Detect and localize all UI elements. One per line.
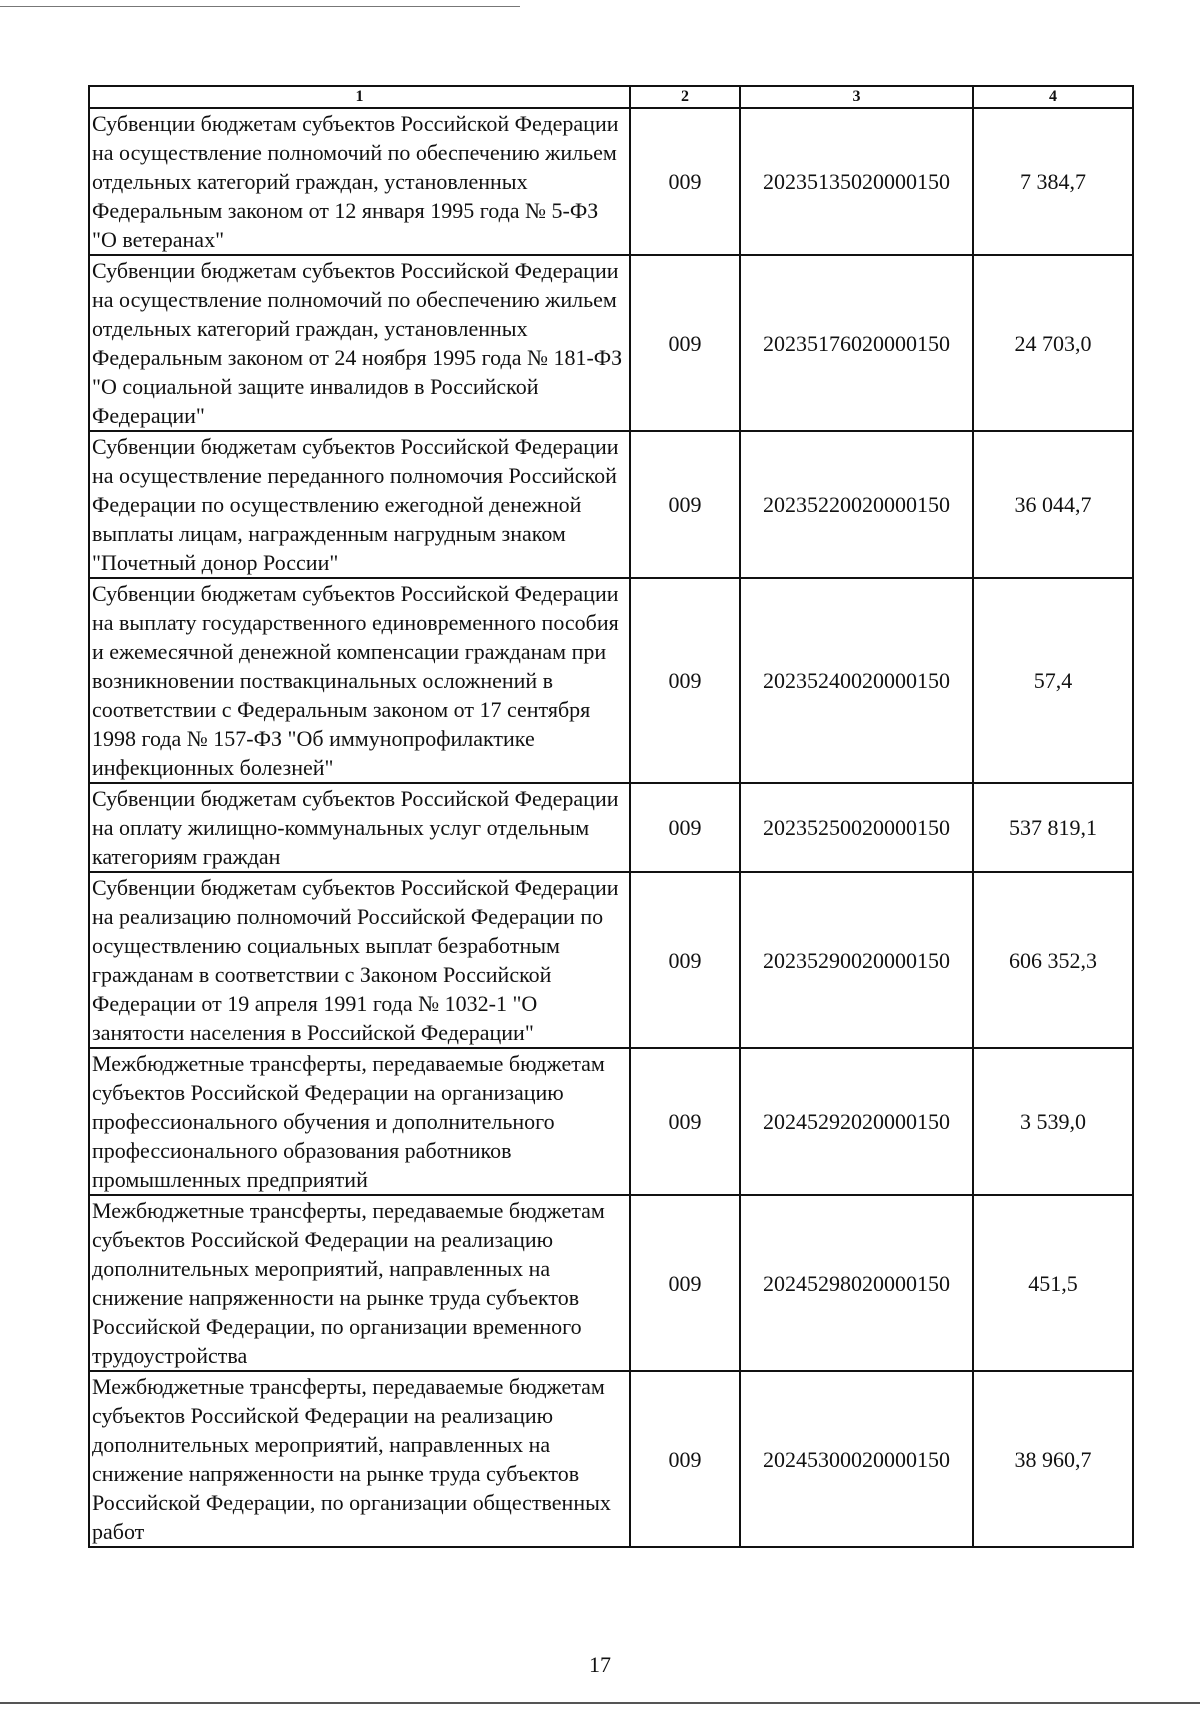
- column-header-2: 2: [630, 86, 740, 108]
- table-row: [89, 1195, 1133, 1371]
- row-amount: 57,4: [973, 578, 1133, 783]
- row-description: Межбюджетные трансферты, передаваемые бюджетам субъектов Российской Федерации на реализацию дополнительных мероприятий, направленных на снижение напряженности на рынке труда субъектов Российской Федерации, по организации временного трудоустройства: [89, 1195, 630, 1371]
- row-description: Субвенции бюджетам субъектов Российской Федерации на осуществление полномочий по обеспечению жильем отдельных категорий граждан, установленных Федеральным законом от 12 января 1995 года № 5-ФЗ "О ветеранах": [89, 108, 630, 255]
- row-kbk: 20235290020000150: [740, 872, 973, 1048]
- row-code: 009: [630, 255, 740, 431]
- row-amount: 537 819,1: [973, 783, 1133, 872]
- row-amount: 38 960,7: [973, 1371, 1133, 1547]
- column-header-1: 1: [89, 86, 630, 108]
- table-header-row: [89, 86, 1133, 108]
- table-row: [89, 431, 1133, 578]
- row-code: 009: [630, 1195, 740, 1371]
- scan-artifact-top-line: [0, 6, 520, 7]
- row-kbk: 20235220020000150: [740, 431, 973, 578]
- row-amount: 606 352,3: [973, 872, 1133, 1048]
- table-row: [89, 783, 1133, 872]
- row-description: Субвенции бюджетам субъектов Российской Федерации на реализацию полномочий Российской Федерации по осуществлению социальных выплат безработным гражданам в соответствии с Законом Российской Федерации от 19 апреля 1991 года № 1032-1 "О занятости населения в Российской Федерации": [89, 872, 630, 1048]
- row-code: 009: [630, 108, 740, 255]
- row-description: Межбюджетные трансферты, передаваемые бюджетам субъектов Российской Федерации на реализацию дополнительных мероприятий, направленных на снижение напряженности на рынке труда субъектов Российской Федерации, по организации общественных работ: [89, 1371, 630, 1547]
- row-kbk: 20235135020000150: [740, 108, 973, 255]
- row-description: Субвенции бюджетам субъектов Российской Федерации на оплату жилищно-коммунальных услуг отдельным категориям граждан: [89, 783, 630, 872]
- scan-artifact-bottom-line: [0, 1702, 1200, 1704]
- row-code: 009: [630, 1048, 740, 1195]
- table-row: [89, 108, 1133, 255]
- page-number: 17: [589, 1652, 611, 1677]
- table-row: [89, 255, 1133, 431]
- row-code: 009: [630, 1371, 740, 1547]
- row-description: Субвенции бюджетам субъектов Российской Федерации на выплату государственного единовременного пособия и ежемесячной денежной компенсации гражданам при возникновении поствакцинальных осложнений в соответствии с Федеральным законом от 17 сентября 1998 года № 157-ФЗ "Об иммунопрофилактике инфекционных болезней": [89, 578, 630, 783]
- row-kbk: 20245298020000150: [740, 1195, 973, 1371]
- row-kbk: 20245292020000150: [740, 1048, 973, 1195]
- row-code: 009: [630, 783, 740, 872]
- table-row: [89, 872, 1133, 1048]
- budget-table: [88, 85, 1134, 1548]
- table-row: [89, 1048, 1133, 1195]
- row-kbk: 20235176020000150: [740, 255, 973, 431]
- row-amount: 24 703,0: [973, 255, 1133, 431]
- row-code: 009: [630, 872, 740, 1048]
- row-kbk: 20235250020000150: [740, 783, 973, 872]
- column-header-3: 3: [740, 86, 973, 108]
- row-amount: 451,5: [973, 1195, 1133, 1371]
- row-amount: 7 384,7: [973, 108, 1133, 255]
- row-description: Межбюджетные трансферты, передаваемые бюджетам субъектов Российской Федерации на организацию профессионального обучения и дополнительного профессионального образования работников промышленных предприятий: [89, 1048, 630, 1195]
- row-code: 009: [630, 578, 740, 783]
- row-description: Субвенции бюджетам субъектов Российской Федерации на осуществление полномочий по обеспечению жильем отдельных категорий граждан, установленных Федеральным законом от 24 ноября 1995 года № 181-ФЗ "О социальной защите инвалидов в Российской Федерации": [89, 255, 630, 431]
- row-description: Субвенции бюджетам субъектов Российской Федерации на осуществление переданного полномочия Российской Федерации по осуществлению ежегодной денежной выплаты лицам, награжденным нагрудным знаком "Почетный донор России": [89, 431, 630, 578]
- row-code: 009: [630, 431, 740, 578]
- table-row: [89, 1371, 1133, 1547]
- row-kbk: 20245300020000150: [740, 1371, 973, 1547]
- row-amount: 3 539,0: [973, 1048, 1133, 1195]
- column-header-4: 4: [973, 86, 1133, 108]
- row-amount: 36 044,7: [973, 431, 1133, 578]
- row-kbk: 20235240020000150: [740, 578, 973, 783]
- table-row: [89, 578, 1133, 783]
